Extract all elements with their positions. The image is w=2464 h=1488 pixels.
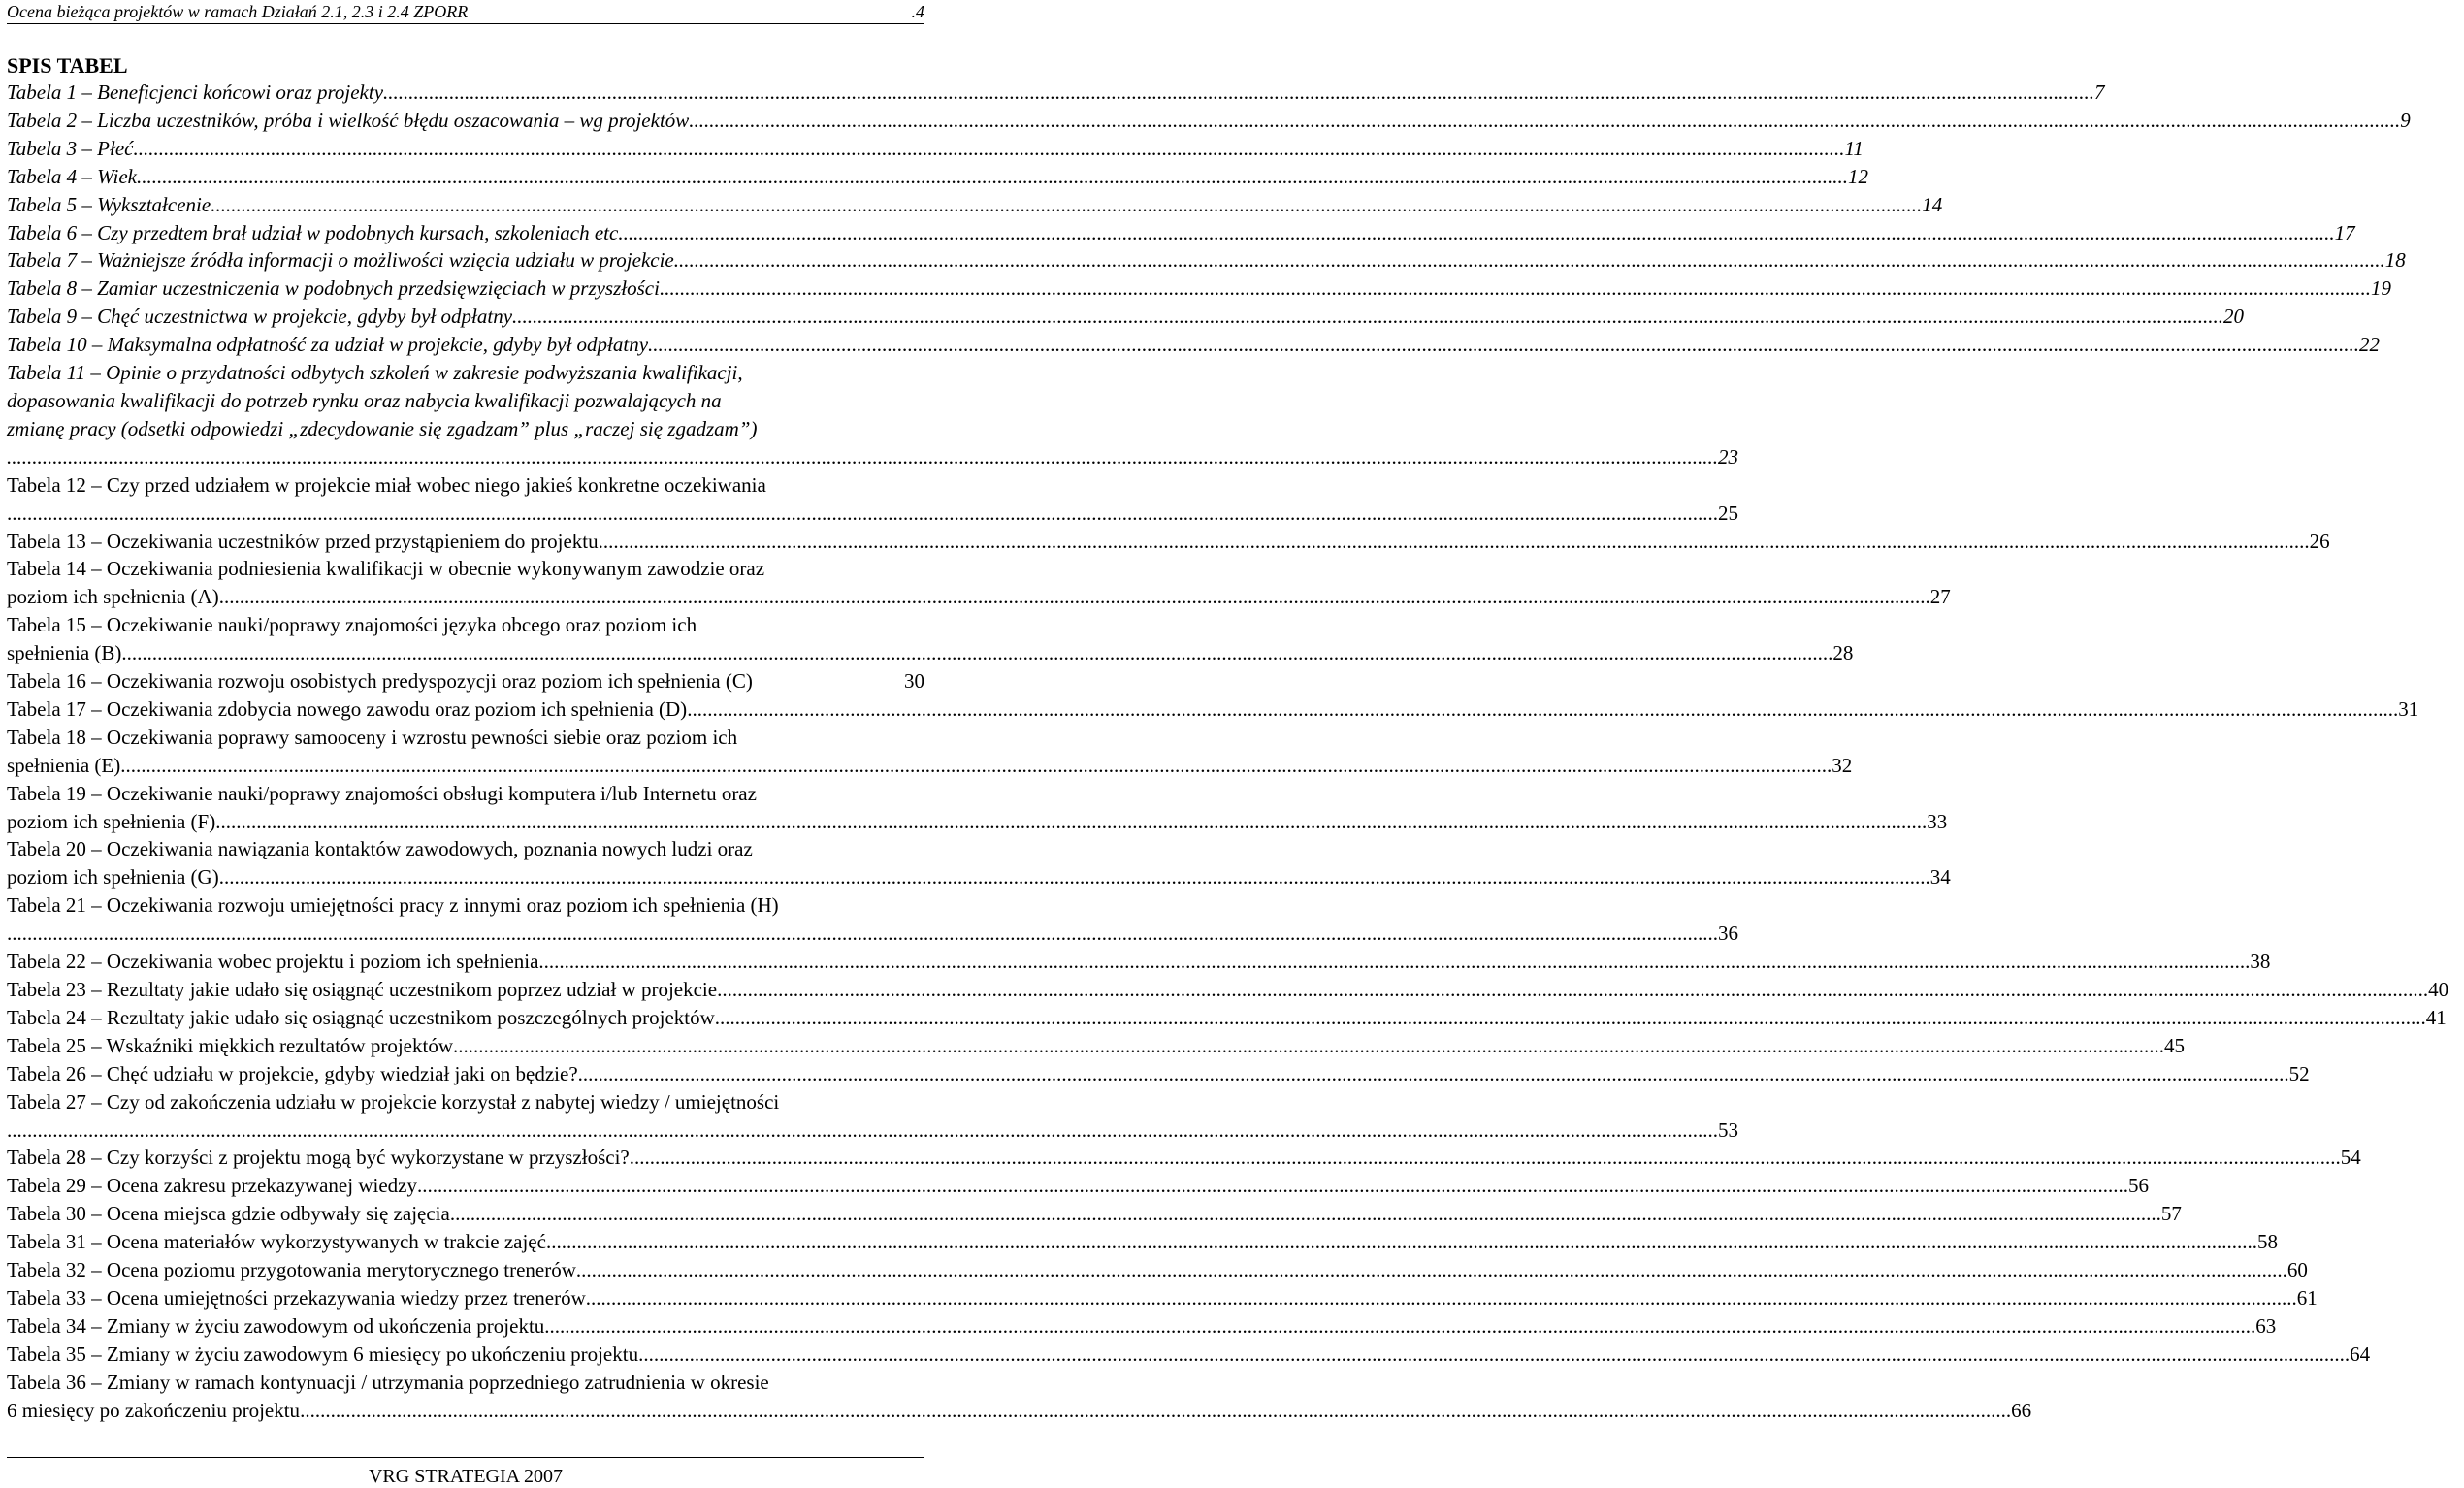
toc-entry[interactable]	[7, 1060, 2310, 1088]
toc-entry[interactable]	[7, 948, 2271, 976]
toc-entry[interactable]	[7, 79, 2105, 107]
toc-entry-text: Tabela 10 – Maksymalna odpłatność za udział w projekcie, gdyby był odpłatny	[7, 333, 649, 357]
dot-leader	[417, 1172, 2128, 1200]
toc-entry[interactable]	[7, 528, 2330, 556]
toc-entry-text: Tabela 15 – Oczekiwanie nauki/poprawy znajomości języka obcego oraz poziom ich	[7, 613, 697, 637]
toc-entry-text: 6 miesięcy po zakończeniu projektu	[7, 1398, 301, 1422]
dot-leader	[7, 443, 1718, 471]
toc-page-number: 9	[2400, 108, 2411, 132]
toc-entry[interactable]	[7, 1088, 1738, 1145]
page-header	[7, 0, 924, 24]
toc-entry-text: poziom ich spełnienia (A)	[7, 585, 219, 609]
toc-page-number: 45	[2164, 1033, 2186, 1057]
toc-entry-text: Tabela 22 – Oczekiwania wobec projektu i poziom ich spełnienia	[7, 950, 539, 974]
toc-entry-text: Tabela 11 – Opinie o przydatności odbytych szkoleń w zakresie podwyższania kwalifikacji,	[7, 361, 743, 385]
dot-leader	[674, 246, 2385, 275]
toc-entry[interactable]	[7, 724, 1853, 780]
toc-page-number: 19	[2370, 276, 2391, 301]
toc-entry-text: Tabela 13 – Oczekiwania uczestników przed przystąpieniem do projektu	[7, 529, 599, 553]
toc-entry-text: zmianę pracy (odsetki odpowiedzi „zdecydowanie się zgadzam” plus „raczej się zgadzam”)	[7, 416, 758, 440]
toc-page-number: 41	[2425, 1005, 2447, 1029]
toc-page-number: 58	[2256, 1230, 2278, 1254]
page-title: SPIS TABEL	[7, 53, 128, 78]
header-page-number: .4	[911, 2, 924, 21]
toc-entry-text: dopasowania kwalifikacji do potrzeb rynku oraz nabycia kwalifikacji pozwalających na	[7, 388, 722, 412]
toc-page-number: 61	[2296, 1285, 2318, 1310]
toc-page-number: 17	[2334, 220, 2355, 244]
toc-entry-text: Tabela 25 – Wskaźniki miękkich rezultatów projektów	[7, 1033, 454, 1057]
header-title: Ocena bieżąca projektów w ramach Działań 2.1, 2.3 i 2.4 ZPORR	[7, 2, 469, 21]
dot-leader	[300, 1397, 2011, 1425]
toc-page-number: 36	[1718, 922, 1738, 946]
dot-leader	[121, 639, 1832, 667]
toc-entry-text: Tabela 30 – Ocena miejsca gdzie odbywały się zajęcia	[7, 1202, 450, 1226]
toc-page-number: 33	[1927, 809, 1948, 833]
toc-entry-text: Tabela 1 – Beneficjenci końcowi oraz projekty	[7, 81, 384, 104]
toc-page-number: 11	[1844, 136, 1864, 160]
toc-entry[interactable]	[7, 611, 1854, 667]
toc-entry-text: Tabela 8 – Zamiar uczestniczenia w podobnych przedsięwzięciach w przyszłości	[7, 276, 660, 301]
toc-entry-text: Tabela 33 – Ocena umiejętności przekazywania wiedzy przez trenerów	[7, 1285, 586, 1310]
toc-entry[interactable]	[7, 1312, 2277, 1341]
toc-entry[interactable]	[7, 976, 2449, 1004]
dot-leader	[450, 1200, 2161, 1228]
dot-leader	[512, 303, 2223, 331]
dot-leader	[630, 1144, 2341, 1172]
toc-entry-text: spełnienia (E)	[7, 753, 121, 777]
toc-page-number: 20	[2223, 305, 2245, 329]
toc-page-number: 22	[2359, 333, 2381, 357]
toc-page-number: 52	[2288, 1061, 2310, 1085]
dot-leader	[546, 1228, 2257, 1256]
toc-entry-text: Tabela 20 – Oczekiwania nawiązania kontaktów zawodowych, poznania nowych ludzi oraz	[7, 837, 753, 861]
dot-leader	[133, 135, 1844, 163]
toc-page-number: 26	[2309, 529, 2330, 553]
toc-entry-text: spełnienia (B)	[7, 641, 122, 665]
dot-leader	[544, 1312, 2255, 1341]
toc-page-number: 54	[2340, 1146, 2361, 1170]
toc-entry[interactable]	[7, 780, 1948, 836]
toc-page-number: 66	[2011, 1398, 2032, 1422]
toc-entry-text: Tabela 12 – Czy przed udziałem w projekcie miał wobec niego jakieś konkretne oczekiwania	[7, 472, 766, 497]
toc-entry-text: Tabela 6 – Czy przedtem brał udział w podobnych kursach, szkoleniach etc.	[7, 220, 624, 244]
toc-entry-text: Tabela 32 – Ocena poziomu przygotowania merytorycznego trenerów	[7, 1258, 576, 1282]
toc-entry-text: Tabela 3 – Płeć	[7, 136, 134, 160]
toc-page-number: 30	[904, 669, 924, 694]
dot-leader	[7, 920, 1718, 948]
toc-page-number: 25	[1718, 501, 1738, 525]
toc-entry[interactable]	[7, 275, 2391, 303]
dot-leader	[687, 695, 2398, 724]
toc-entry[interactable]	[7, 695, 2419, 724]
toc-entry[interactable]	[7, 1144, 2361, 1172]
toc-entry-text: Tabela 7 – Ważniejsze źródła informacji o możliwości wzięcia udziału w projekcie	[7, 248, 674, 273]
toc-entry-text: Tabela 27 – Czy od zakończenia udziału w projekcie korzystał z nabytej wiedzy / umiejętności	[7, 1089, 780, 1114]
toc-entry-text: Tabela 17 – Oczekiwania zdobycia nowego zawodu oraz poziom ich spełnienia (D)	[7, 696, 688, 721]
toc-entry[interactable]	[7, 1004, 2447, 1032]
toc-entry-text: Tabela 18 – Oczekiwania poprawy samooceny i wzrostu pewności siebie oraz poziom ich	[7, 725, 738, 749]
toc-entry[interactable]	[7, 135, 1864, 163]
toc-entry-text: Tabela 28 – Czy korzyści z projektu mogą być wykorzystane w przyszłości?	[7, 1146, 630, 1170]
toc-entry-text: Tabela 4 – Wiek	[7, 164, 137, 188]
toc-entry[interactable]	[7, 331, 2381, 359]
dot-leader	[7, 500, 1718, 528]
toc-page-number: 23	[1718, 444, 1738, 469]
toc-entry-text: Tabela 35 – Zmiany w życiu zawodowym 6 miesięcy po ukończeniu projektu	[7, 1342, 639, 1366]
toc-entry[interactable]	[7, 1172, 2149, 1200]
dot-leader	[578, 1060, 2289, 1088]
dot-leader	[599, 528, 2310, 556]
toc-entry-text: Tabela 21 – Oczekiwania rozwoju umiejętności pracy z innymi oraz poziom ich spełnienia (H)	[7, 893, 779, 918]
toc-entry-text: Tabela 29 – Ocena zakresu przekazywanej wiedzy	[7, 1174, 417, 1198]
toc-entry[interactable]	[7, 1228, 2278, 1256]
dot-leader	[7, 1116, 1718, 1145]
toc-page-number: 40	[2428, 978, 2449, 1001]
toc-entry-text: Tabela 34 – Zmiany w życiu zawodowym od ukończenia projektu	[7, 1313, 545, 1338]
toc-entry[interactable]	[7, 1032, 2186, 1060]
dot-leader	[137, 163, 1848, 191]
toc-page-number: 7	[2094, 81, 2105, 104]
toc-entry[interactable]	[7, 303, 2245, 331]
toc-entry[interactable]	[7, 107, 2411, 135]
toc-entry[interactable]	[7, 1256, 2308, 1284]
toc-entry-text: Tabela 31 – Ocena materiałów wykorzystywanych w trakcie zajęć	[7, 1230, 546, 1254]
table-of-tables	[7, 79, 2449, 1425]
toc-page-number: 31	[2398, 696, 2419, 721]
dot-leader	[660, 275, 2371, 303]
toc-entry-text: Tabela 2 – Liczba uczestników, próba i wielkość błędu oszacowania – wg projektów	[7, 108, 690, 132]
toc-entry[interactable]	[7, 835, 1951, 891]
dot-leader	[383, 79, 2094, 107]
dot-leader	[576, 1256, 2287, 1284]
dot-leader	[638, 1341, 2350, 1369]
dot-leader	[538, 948, 2250, 976]
toc-page-number: 53	[1718, 1117, 1738, 1142]
toc-entry[interactable]	[7, 246, 2406, 275]
dot-leader	[624, 219, 2335, 247]
toc-page-number: 32	[1832, 753, 1853, 777]
toc-entry-text: Tabela 9 – Chęć uczestnictwa w projekcie, gdyby był odpłatny	[7, 305, 513, 329]
dot-leader	[453, 1032, 2164, 1060]
dot-leader	[219, 863, 1930, 891]
dot-leader	[120, 752, 1832, 780]
toc-page-number: 38	[2250, 950, 2271, 974]
toc-entry-text: Tabela 16 – Oczekiwania rozwoju osobistych predyspozycji oraz poziom ich spełnienia (C)	[7, 669, 753, 694]
toc-page-number: 28	[1832, 641, 1854, 665]
toc-entry-text: Tabela 23 – Rezultaty jakie udało się osiągnąć uczestnikom poprzez udział w projekcie	[7, 978, 718, 1001]
toc-page-number: 57	[2160, 1202, 2182, 1226]
footer-divider	[7, 1457, 924, 1458]
dot-leader	[689, 107, 2400, 135]
toc-entry-text: poziom ich spełnienia (F)	[7, 809, 216, 833]
toc-entry[interactable]	[7, 219, 2355, 247]
toc-entry[interactable]	[7, 555, 1951, 611]
toc-entry-text: Tabela 36 – Zmiany w ramach kontynuacji / utrzymania poprzedniego zatrudnienia w okresie	[7, 1370, 769, 1394]
toc-entry[interactable]	[7, 471, 1738, 528]
toc-entry[interactable]	[7, 163, 1868, 191]
toc-entry-text: Tabela 19 – Oczekiwanie nauki/poprawy znajomości obsługi komputera i/lub Internetu oraz	[7, 781, 757, 805]
dot-leader	[215, 808, 1927, 836]
toc-page-number: 60	[2286, 1258, 2308, 1282]
toc-page-number: 27	[1929, 585, 1951, 609]
toc-page-number: 34	[1929, 865, 1951, 890]
toc-entry-text: Tabela 24 – Rezultaty jakie udało się osiągnąć uczestnikom poszczególnych projektów	[7, 1005, 715, 1029]
toc-entry[interactable]	[7, 1200, 2182, 1228]
dot-leader	[715, 1004, 2426, 1032]
toc-entry[interactable]	[7, 191, 1943, 219]
toc-entry[interactable]	[7, 1284, 2318, 1312]
toc-entry[interactable]	[7, 1341, 2371, 1369]
toc-entry-text: Tabela 5 – Wykształcenie	[7, 192, 211, 216]
toc-page-number: 18	[2384, 248, 2406, 273]
toc-entry[interactable]	[7, 359, 1738, 471]
toc-page-number: 64	[2350, 1342, 2371, 1366]
toc-entry[interactable]	[7, 1369, 2032, 1425]
toc-page-number: 56	[2127, 1174, 2149, 1198]
dot-leader	[717, 976, 2428, 1004]
toc-entry[interactable]	[7, 891, 1738, 948]
dot-leader	[648, 331, 2359, 359]
toc-entry-text: Tabela 26 – Chęć udziału w projekcie, gdyby wiedział jaki on będzie?	[7, 1061, 578, 1085]
toc-page-number: 63	[2255, 1313, 2277, 1338]
toc-entry-text: Tabela 14 – Oczekiwania podniesienia kwalifikacji w obecnie wykonywanym zawodzie oraz	[7, 557, 765, 581]
dot-leader	[586, 1284, 2297, 1312]
dot-leader	[219, 583, 1930, 611]
toc-entry-text: poziom ich spełnienia (G)	[7, 865, 219, 890]
toc-entry[interactable]	[7, 667, 924, 695]
dot-leader	[211, 191, 1922, 219]
toc-page-number: 14	[1922, 192, 1943, 216]
toc-page-number: 12	[1847, 164, 1868, 188]
page-footer: VRG STRATEGIA 2007	[368, 1466, 563, 1487]
